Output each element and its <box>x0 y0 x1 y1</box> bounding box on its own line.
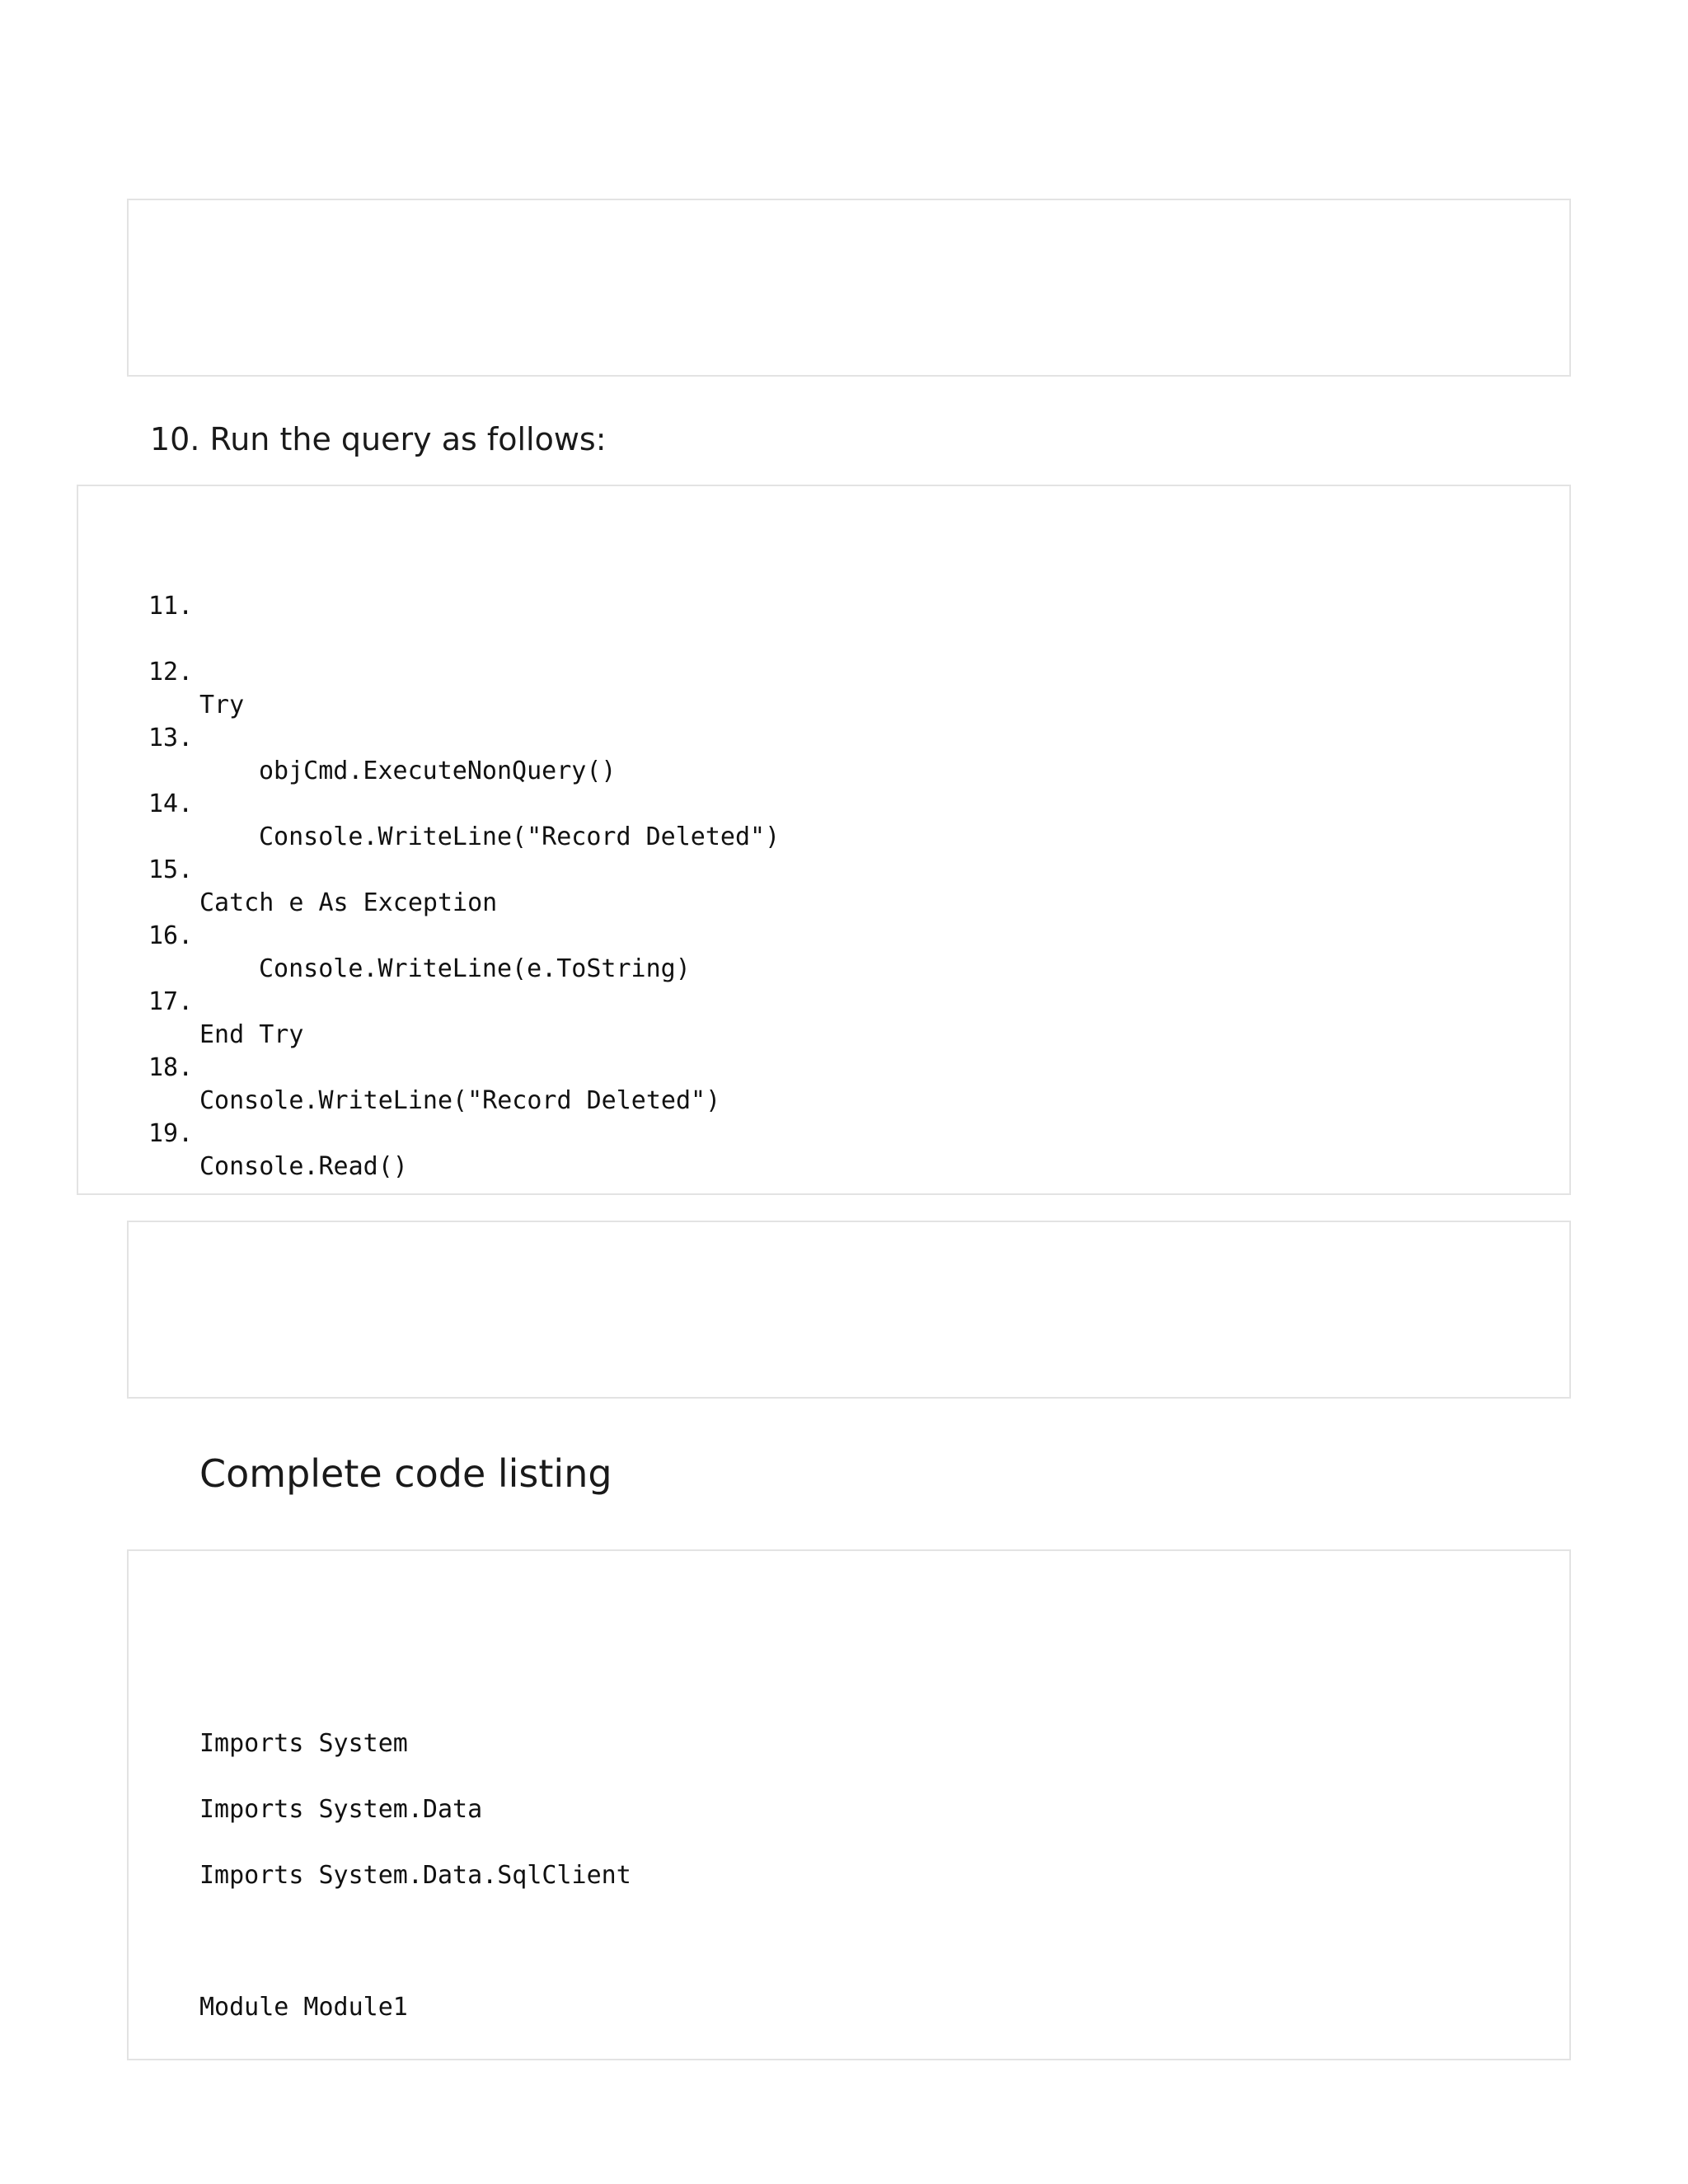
line-number: 17. <box>148 987 194 1016</box>
step-number: 10. <box>150 421 200 457</box>
listing-line <box>0 1694 408 1760</box>
line-code: Console.WriteLine(e.ToString) <box>259 954 691 983</box>
line-code: Module Module1 <box>199 1993 408 2022</box>
empty-code-box-middle <box>127 1221 1571 1399</box>
listing-line <box>0 1958 408 2024</box>
line-number: 13. <box>148 724 194 752</box>
line-code: Imports System.Data.SqlClient <box>199 1861 631 1890</box>
line-code: Console.WriteLine("Record Deleted") <box>259 823 781 851</box>
step-10-instruction <box>150 416 607 462</box>
line-code: Console.Read() <box>199 1152 408 1181</box>
section-heading: Complete code listing <box>199 1451 612 1496</box>
line-number: 14. <box>148 790 194 818</box>
line-code: Catch e As Exception <box>199 888 498 917</box>
listing-line <box>0 1826 631 1892</box>
line-number: 19. <box>148 1119 194 1148</box>
line-number: 11. <box>148 592 194 621</box>
empty-code-box-top <box>127 199 1571 377</box>
line-code: Imports System.Data <box>199 1795 483 1824</box>
line-number: 18. <box>148 1053 194 1082</box>
step-text: Run the query as follows: <box>209 421 607 457</box>
line-code: objCmd.ExecuteNonQuery() <box>259 757 617 785</box>
line-code: Imports System <box>199 1729 408 1758</box>
line-number: 12. <box>148 658 194 687</box>
code-line <box>0 1085 408 1183</box>
line-code: Try <box>199 691 245 719</box>
line-code: Console.WriteLine("Record Deleted") <box>199 1086 721 1115</box>
listing-line <box>0 1760 483 1826</box>
line-number: 15. <box>148 855 194 884</box>
line-number: 16. <box>148 921 194 950</box>
line-code: End Try <box>199 1020 304 1049</box>
